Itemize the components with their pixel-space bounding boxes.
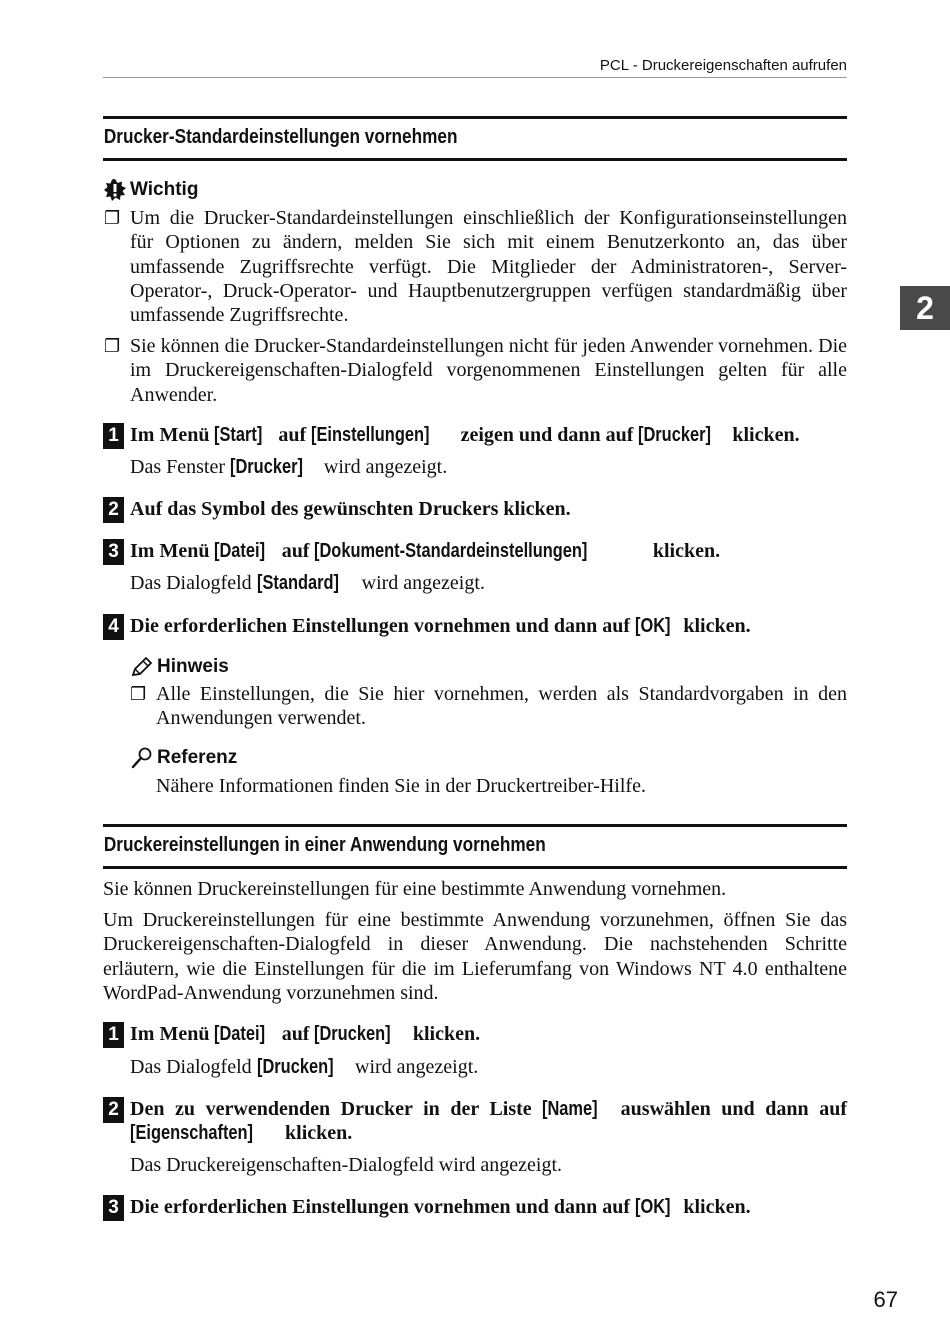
menu-key: [Dokument-Standardeinstellungen] — [314, 540, 588, 562]
menu-key: [Drucken] — [314, 1023, 392, 1045]
menu-key: [Datei] — [214, 540, 266, 562]
step — [103, 423, 847, 447]
step — [103, 1195, 847, 1219]
important-heading-label: Wichtig — [130, 179, 199, 200]
important-bullet — [104, 334, 847, 407]
step-result: Das Druckereigenschaften-Dialogfeld wird angezeigt. — [130, 1154, 563, 1176]
pencil-icon — [130, 655, 154, 679]
paragraph: Um Druckereinstellungen für eine bestimmte Anwendung vorzunehmen, öffnen Sie das Druckereigenschaften-Dialogfeld in dieser Anwendung. Die nachstehenden Schritte erläutern, wie die Einstellungen für die im Lieferumfang von Windows NT 4.0 enthaltene WordPad-Anwendung vorzunehmen sind. — [103, 909, 847, 1004]
magnifier-icon — [130, 746, 154, 770]
menu-key: [Eigenschaften] — [130, 1122, 254, 1144]
step-number: 1 — [103, 423, 124, 449]
important-bullet-text: Um die Drucker-Standardeinstellungen einschließlich der Konfigurationseinstellungen für Optionen zu ändern, melden Sie sich mit einem Benutzerkonto an, das über umfassende Zugriffsrechte verfügt. Die Mitglieder der Administratoren-, Server-Operator-, Druck-Operator- und Hauptbenutzergruppen verfügen standardmäßig über umfassende Zugriffsrechte. — [130, 207, 847, 327]
bullet-box-icon: ❐ — [130, 684, 147, 704]
step-result: Das Dialogfeld [Drucken] wird angezeigt. — [130, 1056, 479, 1078]
step — [103, 1097, 847, 1145]
menu-key: [Datei] — [214, 1023, 266, 1045]
header-rule — [103, 77, 847, 78]
important-bullet — [104, 206, 847, 327]
step-number: 2 — [103, 1097, 124, 1123]
step-number: 3 — [103, 539, 124, 565]
step — [103, 1022, 847, 1046]
step — [103, 539, 847, 563]
hint-heading-label: Hinweis — [157, 656, 229, 677]
menu-key: [Einstellungen] — [311, 424, 430, 446]
section-title: Druckereinstellungen in einer Anwendung vornehmen — [103, 834, 546, 856]
chapter-tab: 2 — [900, 286, 950, 330]
important-heading — [103, 178, 198, 202]
step-number: 2 — [103, 497, 124, 523]
page-number: 67 — [873, 1287, 898, 1312]
important-icon — [103, 178, 127, 202]
running-header: PCL - Druckereigenschaften aufrufen — [599, 57, 847, 74]
step-text: Im Menü [Start] auf [Einstellungen] zeigen und dann auf [Drucker] klicken. — [130, 424, 800, 446]
menu-key: [Drucker] — [229, 456, 303, 478]
step — [103, 497, 847, 521]
hint-bullet-text: Alle Einstellungen, die Sie hier vornehmen, werden als Standardvorgaben in den Anwendungen verwendet. — [156, 683, 847, 730]
bullet-box-icon: ❐ — [104, 208, 121, 228]
step — [103, 614, 847, 638]
hint-bullet — [130, 682, 847, 731]
important-bullet-text: Sie können die Drucker-Standardeinstellungen nicht für jeden Anwender vornehmen. Die im Druckereigenschaften-Dialogfeld vorgenommenen Einstellungen gelten für alle Anwender. — [130, 335, 847, 406]
menu-key: [Drucker] — [638, 424, 712, 446]
menu-key: [Drucken] — [256, 1056, 334, 1078]
menu-key: [Start] — [214, 424, 263, 446]
menu-key: [Name] — [542, 1098, 598, 1120]
section-title: Drucker-Standardeinstellungen vornehmen — [103, 126, 458, 148]
section-heading-box — [103, 116, 847, 161]
reference-heading — [130, 746, 237, 770]
step-text: Den zu verwendenden Drucker in der Liste [Name] auswählen und dann auf [Eigenschaften] klicken. — [130, 1098, 847, 1144]
step-text: Im Menü [Datei] auf [Drucken] klicken. — [130, 1023, 481, 1045]
menu-key: [OK] — [635, 615, 671, 637]
step-text: Die erforderlichen Einstellungen vornehmen und dann auf [OK] klicken. — [130, 615, 751, 637]
step-text: Im Menü [Datei] auf [Dokument-Standardeinstellungen] klicken. — [130, 540, 721, 562]
step-result: Das Dialogfeld [Standard] wird angezeigt. — [130, 572, 485, 594]
menu-key: [Standard] — [256, 572, 339, 594]
step-number: 4 — [103, 614, 124, 640]
step-number: 1 — [103, 1022, 124, 1048]
section-heading-box — [103, 824, 847, 869]
paragraph: Sie können Druckereinstellungen für eine bestimmte Anwendung vornehmen. — [103, 878, 727, 900]
bullet-box-icon: ❐ — [104, 336, 121, 356]
step-result: Das Fenster [Drucker] wird angezeigt. — [130, 456, 448, 478]
reference-text: Nähere Informationen finden Sie in der Druckertreiber-Hilfe. — [156, 775, 646, 797]
menu-key: [OK] — [635, 1196, 671, 1218]
step-text: Die erforderlichen Einstellungen vornehmen und dann auf [OK] klicken. — [130, 1196, 751, 1218]
step-number: 3 — [103, 1195, 124, 1221]
hint-heading — [130, 655, 229, 679]
reference-heading-label: Referenz — [157, 747, 238, 768]
step-text: Auf das Symbol des gewünschten Druckers klicken. — [130, 498, 571, 520]
